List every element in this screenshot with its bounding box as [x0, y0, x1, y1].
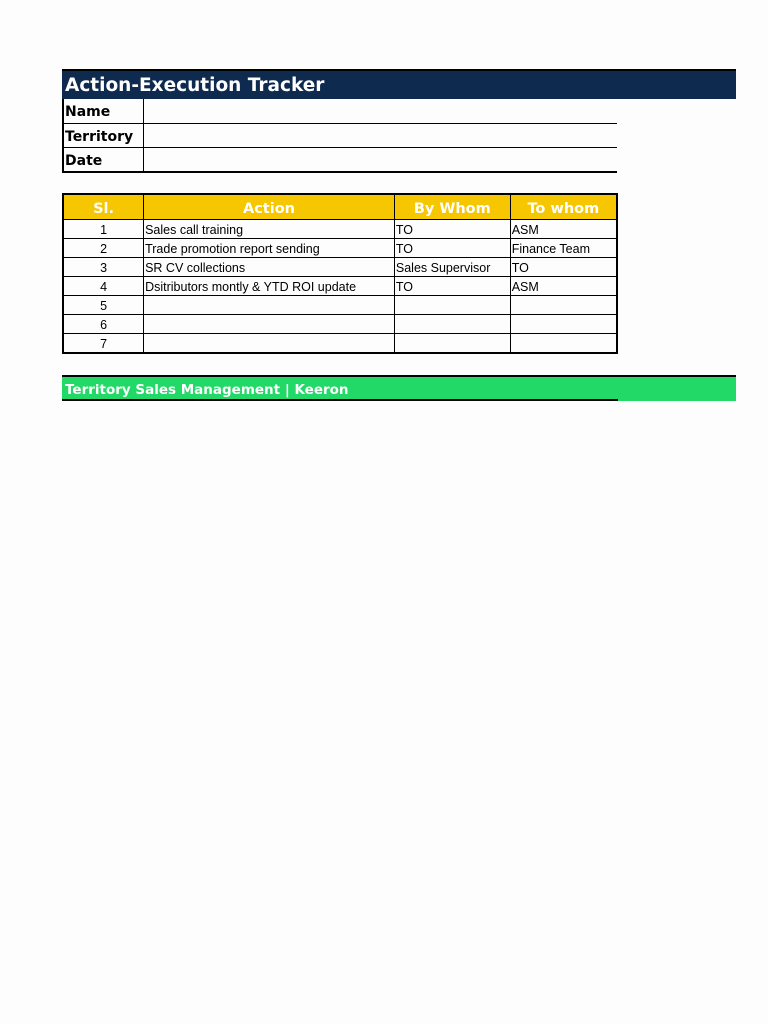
- cell-action[interactable]: [144, 334, 395, 354]
- title-banner: [62, 69, 736, 99]
- cell-sl[interactable]: 6: [63, 315, 144, 334]
- cell-to-whom[interactable]: [510, 315, 617, 334]
- info-section: [62, 99, 617, 173]
- footer-divider: [62, 399, 618, 401]
- cell-to-whom[interactable]: ASM: [510, 277, 617, 296]
- footer-banner: [62, 375, 736, 401]
- cell-action[interactable]: SR CV collections: [144, 258, 395, 277]
- cell-sl[interactable]: 3: [63, 258, 144, 277]
- cell-sl[interactable]: 2: [63, 239, 144, 258]
- info-label-date: Date: [62, 148, 144, 171]
- cell-to-whom[interactable]: [510, 296, 617, 315]
- cell-to-whom[interactable]: [510, 334, 617, 354]
- cell-action[interactable]: Trade promotion report sending: [144, 239, 395, 258]
- table-row: [63, 258, 617, 277]
- name-field[interactable]: [144, 99, 617, 123]
- table-row: [63, 220, 617, 239]
- cell-by-whom[interactable]: Sales Supervisor: [394, 258, 510, 277]
- date-field[interactable]: [144, 148, 617, 171]
- column-header-sl: Sl.: [63, 194, 144, 220]
- cell-action[interactable]: Dsitributors montly & YTD ROI update: [144, 277, 395, 296]
- cell-by-whom[interactable]: TO: [394, 239, 510, 258]
- cell-action[interactable]: Sales call training: [144, 220, 395, 239]
- table-header-row: [63, 194, 617, 220]
- column-header-by-whom: By Whom: [394, 194, 510, 220]
- info-row-date: [62, 147, 617, 171]
- table-row: [63, 334, 617, 354]
- cell-action[interactable]: [144, 315, 395, 334]
- table-row: [63, 277, 617, 296]
- cell-sl[interactable]: 4: [63, 277, 144, 296]
- table-row: [63, 239, 617, 258]
- page-title: Action-Execution Tracker: [65, 75, 325, 96]
- column-header-to-whom: To whom: [510, 194, 617, 220]
- cell-action[interactable]: [144, 296, 395, 315]
- info-label-name: Name: [62, 99, 144, 123]
- info-row-name: [62, 99, 617, 123]
- footer-text: Territory Sales Management | Keeron: [65, 382, 349, 398]
- cell-to-whom[interactable]: TO: [510, 258, 617, 277]
- table-row: [63, 315, 617, 334]
- info-row-territory: [62, 123, 617, 147]
- cell-by-whom[interactable]: [394, 315, 510, 334]
- cell-by-whom[interactable]: [394, 296, 510, 315]
- cell-to-whom[interactable]: ASM: [510, 220, 617, 239]
- column-header-action: Action: [144, 194, 395, 220]
- cell-to-whom[interactable]: Finance Team: [510, 239, 617, 258]
- cell-by-whom[interactable]: [394, 334, 510, 354]
- cell-by-whom[interactable]: TO: [394, 220, 510, 239]
- action-table: [62, 193, 618, 354]
- cell-sl[interactable]: 1: [63, 220, 144, 239]
- cell-sl[interactable]: 7: [63, 334, 144, 354]
- info-label-territory: Territory: [62, 124, 144, 147]
- table-row: [63, 296, 617, 315]
- cell-sl[interactable]: 5: [63, 296, 144, 315]
- cell-by-whom[interactable]: TO: [394, 277, 510, 296]
- territory-field[interactable]: [144, 124, 617, 147]
